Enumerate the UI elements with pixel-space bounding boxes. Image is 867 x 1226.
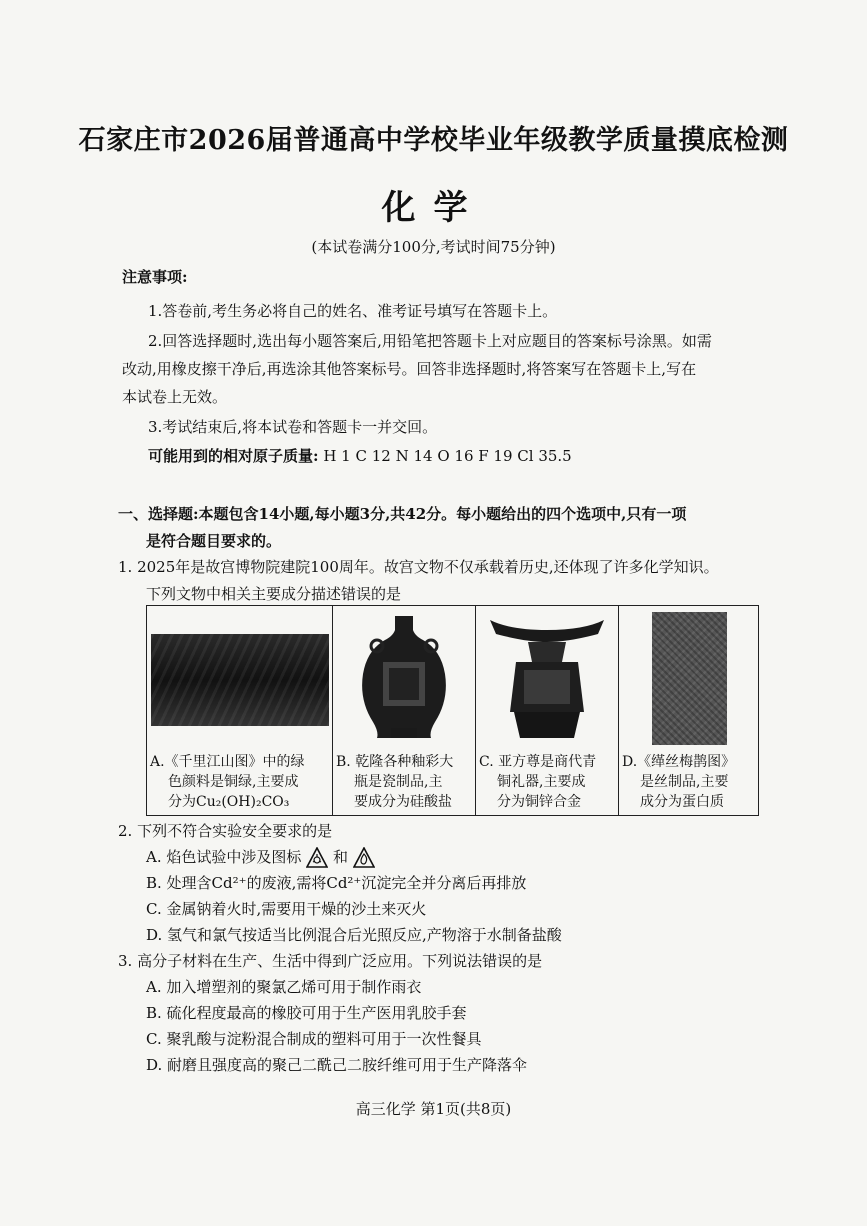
caption-c-line-2: 铜礼器,主要成 [497, 774, 586, 790]
question-1-stem-line-1: 1. 2025年是故宫博物院建院100周年。故宫文物不仅承载着历史,还体现了许多化学知识。 [118, 558, 719, 576]
caption-c-line-1: C. 亚方尊是商代青 [479, 754, 597, 770]
question-3-option-b: B. 硫化程度最高的橡胶可用于生产医用乳胶手套 [146, 1004, 467, 1022]
question-1-artifact-table [146, 605, 759, 816]
page-footer: 高三化学 第1页(共8页) [355, 1100, 512, 1118]
artifact-caption-b [333, 749, 476, 815]
option-a-text: A. 焰色试验中涉及图标 [146, 848, 302, 866]
subject-title: 化学 [381, 188, 486, 228]
question-2-option-d: D. 氢气和氯气按适当比例混合后光照反应,产物溶于水制备盐酸 [146, 926, 562, 944]
question-2-option-a [146, 846, 375, 869]
artifact-image-a [147, 606, 333, 749]
bronze-vessel-image [476, 606, 618, 748]
caption-a-line-3: 分为Cu₂(OH)₂CO₃ [168, 794, 290, 810]
exam-title: 石家庄市2026届普通高中学校毕业年级教学质量摸底检测 [78, 125, 789, 156]
option-a-and: 和 [332, 848, 348, 866]
caption-c-line-3: 分为铜锌合金 [497, 794, 581, 810]
hazard-triangle-icon [306, 847, 328, 869]
question-3-option-a: A. 加入增塑剂的聚氯乙烯可用于制作雨衣 [146, 978, 422, 996]
section-1-heading-line-1: 一、选择题:本题包含14小题,每小题3分,共42分。每小题给出的四个选项中,只有一项 [118, 505, 687, 523]
artifact-image-d [619, 606, 758, 749]
caption-a-line-1: A.《千里江山图》中的绿 [150, 754, 305, 770]
artifact-caption-a [147, 749, 333, 815]
landscape-painting-image [151, 634, 329, 726]
silk-tapestry-image [652, 612, 727, 745]
question-1-stem-line-2: 下列文物中相关主要成分描述错误的是 [146, 585, 402, 603]
artifact-caption-c [476, 749, 619, 815]
notice-item-2-line-2: 改动,用橡皮擦干净后,再选涂其他答案标号。回答非选择题时,将答案写在答题卡上,写在 [122, 360, 697, 378]
question-3-option-d: D. 耐磨且强度高的聚己二酰己二胺纤维可用于生产降落伞 [146, 1056, 528, 1074]
vase-image [333, 606, 475, 748]
notice-title: 注意事项: [122, 268, 188, 286]
caption-a-line-2: 色颜料是铜绿,主要成 [168, 774, 299, 790]
question-3-stem: 3. 高分子材料在生产、生活中得到广泛应用。下列说法错误的是 [118, 952, 543, 970]
caption-d-line-2: 是丝制品,主要 [640, 774, 729, 790]
section-1-heading-line-2: 是符合题目要求的。 [146, 532, 282, 550]
caption-b-line-3: 要成分为硅酸盐 [354, 794, 452, 810]
question-2-option-b: B. 处理含Cd²⁺的废液,需将Cd²⁺沉淀完全并分离后再排放 [146, 874, 527, 892]
atomic-mass-label: 可能用到的相对原子质量: [148, 447, 319, 465]
caption-d-line-3: 成分为蛋白质 [640, 794, 724, 810]
exam-meta: (本试卷满分100分,考试时间75分钟) [311, 238, 556, 256]
notice-item-3: 3.考试结束后,将本试卷和答题卡一并交回。 [148, 418, 438, 436]
artifact-image-c [476, 606, 619, 749]
question-3-option-c: C. 聚乳酸与淀粉混合制成的塑料可用于一次性餐具 [146, 1030, 482, 1048]
flame-triangle-icon [353, 847, 375, 869]
atomic-mass-values: H 1 C 12 N 14 O 16 F 19 Cl 35.5 [323, 447, 572, 465]
atomic-mass-line [148, 445, 572, 466]
notice-item-1: 1.答卷前,考生务必将自己的姓名、准考证号填写在答题卡上。 [148, 302, 558, 320]
question-2-option-c: C. 金属钠着火时,需要用干燥的沙土来灭火 [146, 900, 427, 918]
question-2-stem: 2. 下列不符合实验安全要求的是 [118, 822, 333, 840]
artifact-image-b [333, 606, 476, 749]
artifact-caption-d [619, 749, 758, 815]
notice-item-2-line-3: 本试卷上无效。 [122, 388, 228, 406]
caption-b-line-2: 瓶是瓷制品,主 [354, 774, 443, 790]
caption-b-line-1: B. 乾隆各种釉彩大 [336, 754, 454, 770]
notice-item-2-line-1: 2.回答选择题时,选出每小题答案后,用铅笔把答题卡上对应题目的答案标号涂黑。如需 [148, 332, 712, 350]
caption-d-line-1: D.《缂丝梅鹊图》 [622, 754, 736, 770]
